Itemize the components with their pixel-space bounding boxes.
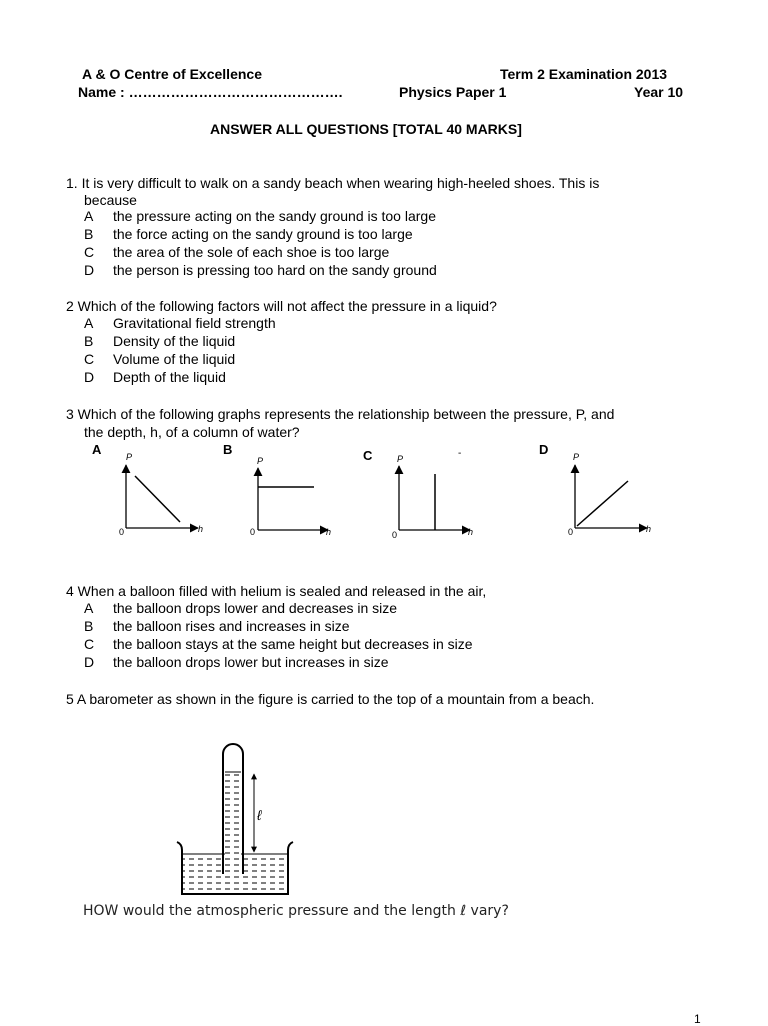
question-1-text-line1: 1. It is very difficult to walk on a sandy beach when wearing high-heeled shoes. This is bbox=[66, 175, 600, 191]
graph-a-xlabel: h bbox=[198, 524, 204, 534]
graph-d-plot-line bbox=[577, 481, 628, 526]
length-symbol: ℓ bbox=[257, 807, 262, 823]
paper-title: Physics Paper 1 bbox=[399, 84, 507, 100]
graph-c-letter: C bbox=[363, 448, 373, 463]
question-4-text: 4 When a balloon filled with helium is sealed and released in the air, bbox=[66, 583, 487, 599]
graph-d-origin: 0 bbox=[568, 527, 574, 537]
tube-mercury-column bbox=[225, 772, 241, 872]
name-field-label: Name : ………………………………………. bbox=[78, 84, 343, 100]
graph-stray-mark: - bbox=[458, 448, 462, 459]
graph-a-ylabel: P bbox=[126, 452, 133, 462]
school-name: A & O Centre of Excellence bbox=[82, 66, 262, 82]
pressure-depth-graphs bbox=[80, 438, 692, 550]
graph-d-letter: D bbox=[539, 442, 549, 457]
graph-c-xlabel: h bbox=[468, 527, 474, 537]
graph-b bbox=[223, 442, 331, 537]
question-5-caption: HOW would the atmospheric pressure and the length ℓ vary? bbox=[83, 903, 509, 919]
question-3-text-line1: 3 Which of the following graphs represents the relationship between the pressure, P, and bbox=[66, 406, 615, 422]
graph-c-ylabel: P bbox=[397, 454, 404, 464]
page-number: 1 bbox=[694, 1012, 701, 1026]
graph-b-xlabel: h bbox=[326, 527, 332, 537]
question-5-text: 5 A barometer as shown in the figure is carried to the top of a mountain from a beach. bbox=[66, 691, 595, 707]
graph-c bbox=[363, 448, 473, 540]
graph-a-origin: 0 bbox=[119, 527, 125, 537]
graph-a bbox=[92, 442, 203, 537]
graph-a-plot-line bbox=[135, 476, 180, 522]
exam-title: Term 2 Examination 2013 bbox=[500, 66, 668, 82]
graph-a-letter: A bbox=[92, 442, 102, 457]
instructions-heading: ANSWER ALL QUESTIONS [TOTAL 40 MARKS] bbox=[210, 121, 522, 137]
graph-b-letter: B bbox=[223, 442, 233, 457]
graph-b-ylabel: P bbox=[257, 456, 264, 466]
graph-d bbox=[539, 442, 651, 537]
graph-d-xlabel: h bbox=[646, 524, 652, 534]
year-level: Year 10 bbox=[634, 84, 684, 100]
graph-d-ylabel: P bbox=[573, 452, 580, 462]
graph-b-origin: 0 bbox=[250, 527, 256, 537]
question-3-text-line2: the depth, h, of a column of water? bbox=[84, 424, 300, 440]
question-1-text-line2: because bbox=[84, 192, 137, 208]
graph-c-origin: 0 bbox=[392, 530, 398, 540]
question-2-text: 2 Which of the following factors will not affect the pressure in a liquid? bbox=[66, 298, 497, 314]
barometer-figure bbox=[170, 730, 300, 900]
